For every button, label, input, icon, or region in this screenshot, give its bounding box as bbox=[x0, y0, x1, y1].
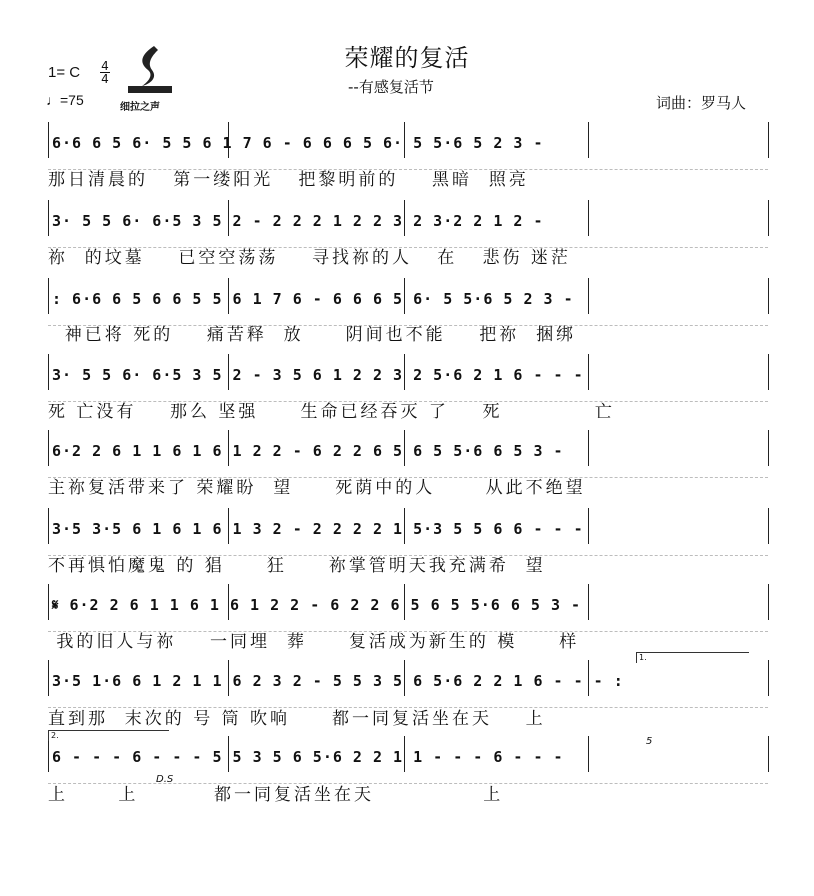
barline bbox=[48, 200, 49, 236]
coda-mark: 5 bbox=[646, 736, 653, 747]
barline bbox=[768, 354, 769, 390]
barline bbox=[768, 122, 769, 158]
page-title: 荣耀的复活 bbox=[344, 44, 470, 72]
notes-text: 3·5 1·6 6 1 2 1 1 6 2 3 2 - 5 5 3 5 6 5·6 2 2 1 6 - - - : bbox=[52, 672, 624, 690]
barline bbox=[588, 430, 589, 466]
barline bbox=[768, 200, 769, 236]
score-line bbox=[48, 588, 768, 626]
barline bbox=[768, 508, 769, 544]
lyrics-line: 直到那 末次的 号 筒 吹响 都一同复活坐在天 上 bbox=[48, 709, 546, 729]
barline bbox=[768, 736, 769, 772]
barline bbox=[768, 430, 769, 466]
score-line bbox=[48, 282, 768, 320]
lyrics-line: 神已将 死的 痛苦释 放 阴间也不能 把祢 捆绑 bbox=[48, 325, 577, 345]
lyrics-line: 那日清晨的 第一缕阳光 把黎明前的 黑暗 照亮 bbox=[48, 170, 529, 190]
notes-text: 𝄋 6·2 2 6 1 1 6 1 6 1 2 2 - 6 2 2 6 5 6 5 5·6 6 5 3 - bbox=[52, 596, 582, 614]
barline bbox=[48, 508, 49, 544]
barline bbox=[588, 508, 589, 544]
lyrics-line: 死 亡没有 那么 坚强 生命已经吞灭 了 死 亡 bbox=[48, 402, 615, 422]
barline bbox=[768, 278, 769, 314]
barline bbox=[48, 660, 49, 696]
score-line bbox=[48, 434, 768, 472]
page-subtitle: --有感复活节 bbox=[348, 78, 434, 96]
score-line bbox=[48, 740, 768, 778]
time-sig-top: 4 bbox=[101, 59, 109, 73]
barline bbox=[588, 200, 589, 236]
volta-1: 1. bbox=[636, 652, 749, 663]
volta-2: 2. bbox=[48, 730, 169, 741]
lyrics-line: 上 上 都一同复活坐在天 上 bbox=[48, 785, 504, 805]
barline bbox=[48, 354, 49, 390]
lyrics-line: 不再惧怕魔鬼 的 猖 狂 祢掌管明天我充满希 望 bbox=[48, 556, 546, 576]
notes-text: 3· 5 5 6· 6·5 3 5 2 - 2 2 2 1 2 2 3 2 3·2 2 1 2 - bbox=[52, 212, 544, 230]
barline bbox=[588, 354, 589, 390]
notes-text: 6·2 2 6 1 1 6 1 6 1 2 2 - 6 2 2 6 5 6 5 5·6 6 5 3 - bbox=[52, 442, 564, 460]
score-line bbox=[48, 126, 768, 164]
barline bbox=[588, 736, 589, 772]
barline bbox=[588, 584, 589, 620]
barline bbox=[48, 584, 49, 620]
barline bbox=[48, 430, 49, 466]
score-line bbox=[48, 358, 768, 396]
notes-text: 3·5 3·5 6 1 6 1 6 1 3 2 - 2 2 2 2 1 5·3 5 5 6 6 - - - bbox=[52, 520, 584, 538]
barline bbox=[48, 736, 49, 772]
notes-text: 6 - - - 6 - - - 5 5 3 5 6 5·6 2 2 1 1 - - - 6 - - - bbox=[52, 748, 564, 766]
key-signature: 1= C bbox=[48, 64, 81, 81]
time-sig-bottom: 4 bbox=[101, 72, 109, 86]
score-line bbox=[48, 512, 768, 550]
notes-text: 6·6 6 5 6· 5 5 6 1 7 6 - 6 6 6 5 6· 5 5·6 5 2 3 - bbox=[52, 134, 544, 152]
tempo-marking: ♩=75 bbox=[46, 92, 84, 108]
barline bbox=[48, 122, 49, 158]
lyrics-line: 主祢复活带来了 荣耀盼 望 死荫中的人 从此不绝望 bbox=[48, 478, 586, 498]
barline bbox=[768, 584, 769, 620]
barline bbox=[48, 278, 49, 314]
lyrics-line: 祢 的坟墓 已空空荡荡 寻找祢的人 在 悲伤 迷茫 bbox=[48, 248, 571, 268]
ds-mark: D.S bbox=[156, 774, 174, 785]
barline bbox=[588, 278, 589, 314]
score-line bbox=[48, 204, 768, 242]
notes-text: : 6·6 6 5 6 6 5 5 6 1 7 6 - 6 6 6 5 6· 5 5·6 5 2 3 - bbox=[52, 290, 574, 308]
lyrics-line: 我的旧人与祢 一同埋 葬 复活成为新生的 模 样 bbox=[48, 632, 580, 652]
notes-text: 3· 5 5 6· 6·5 3 5 2 - 3 5 6 1 2 2 3 2 5·6 2 1 6 - - - bbox=[52, 366, 584, 384]
time-signature bbox=[100, 60, 110, 85]
credit-text: 词曲：罗马人 bbox=[656, 94, 747, 112]
barline bbox=[588, 122, 589, 158]
barline bbox=[768, 660, 769, 696]
logo-text: 细拉之声 bbox=[120, 102, 160, 113]
score-line bbox=[48, 664, 768, 702]
